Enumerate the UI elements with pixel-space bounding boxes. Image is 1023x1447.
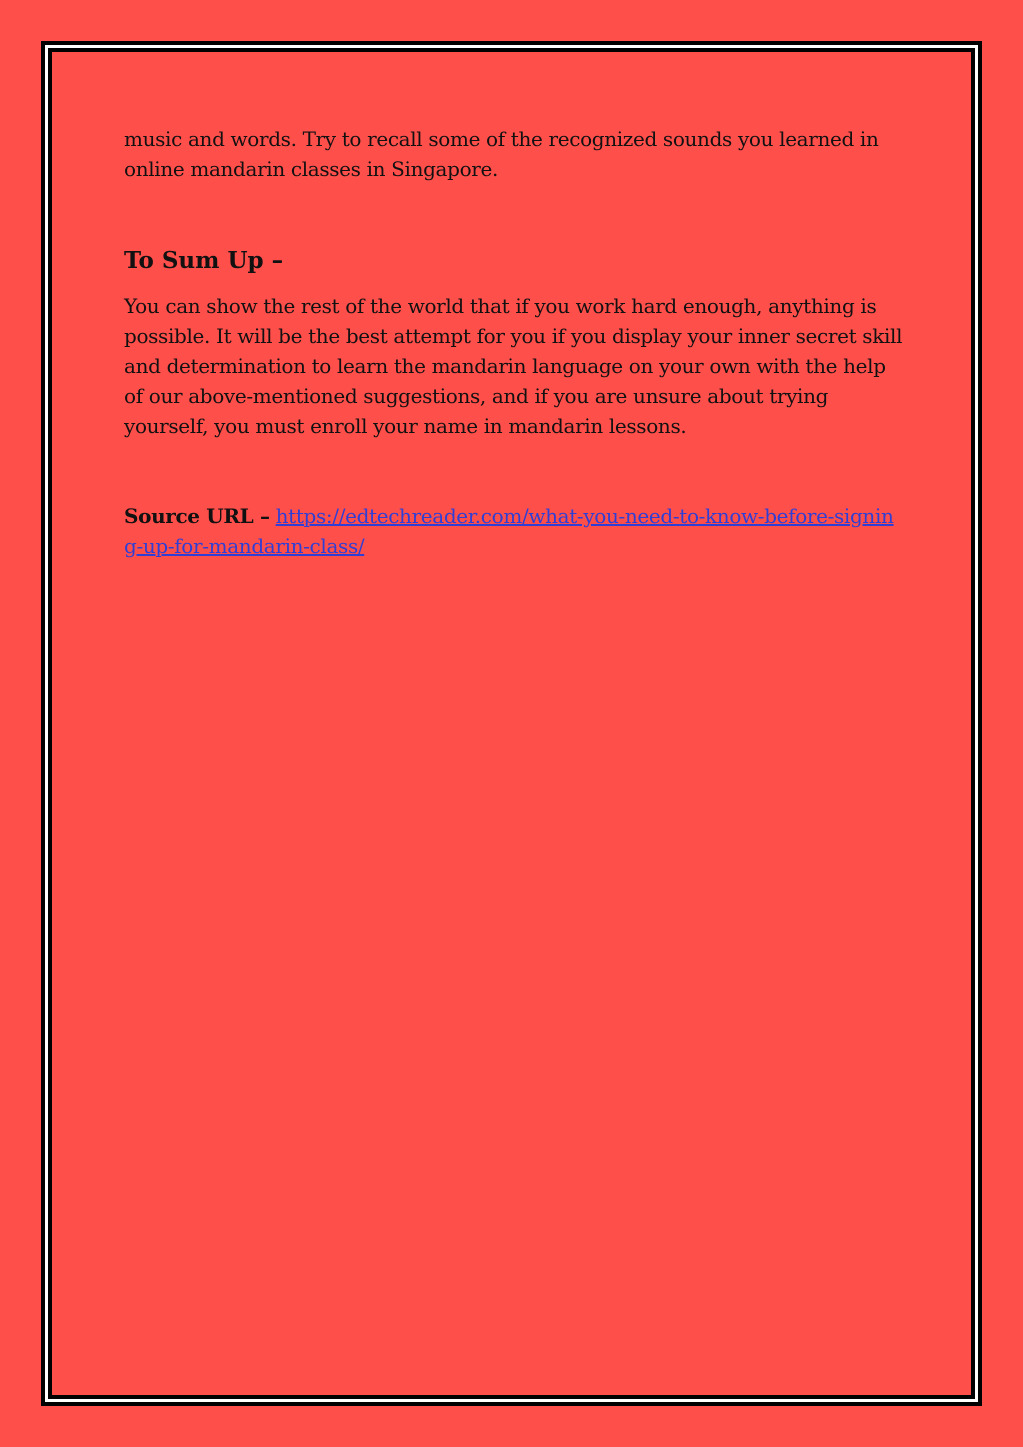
intro-paragraph: music and words. Try to recall some of the recognized sounds you learned in online mandarin classes in Singapore. xyxy=(124,127,879,181)
source-link[interactable]: https://edtechreader.com/what-you-need-to-know-before-signing-up-for-mandarin-class/ xyxy=(124,504,894,558)
source-line xyxy=(124,501,904,561)
source-label: Source URL – xyxy=(124,504,270,528)
section-heading: To Sum Up – xyxy=(124,247,284,274)
document-body xyxy=(124,124,904,558)
summary-paragraph: You can show the rest of the world that if you work hard enough, anything is possible. It will be the best attempt for you if you display your inner secret skill and determination to learn the mandarin language on your own with the help of our above-mentioned suggestions, and if you are unsure about trying yourself, you must enroll your name in mandarin lessons. xyxy=(124,294,903,438)
